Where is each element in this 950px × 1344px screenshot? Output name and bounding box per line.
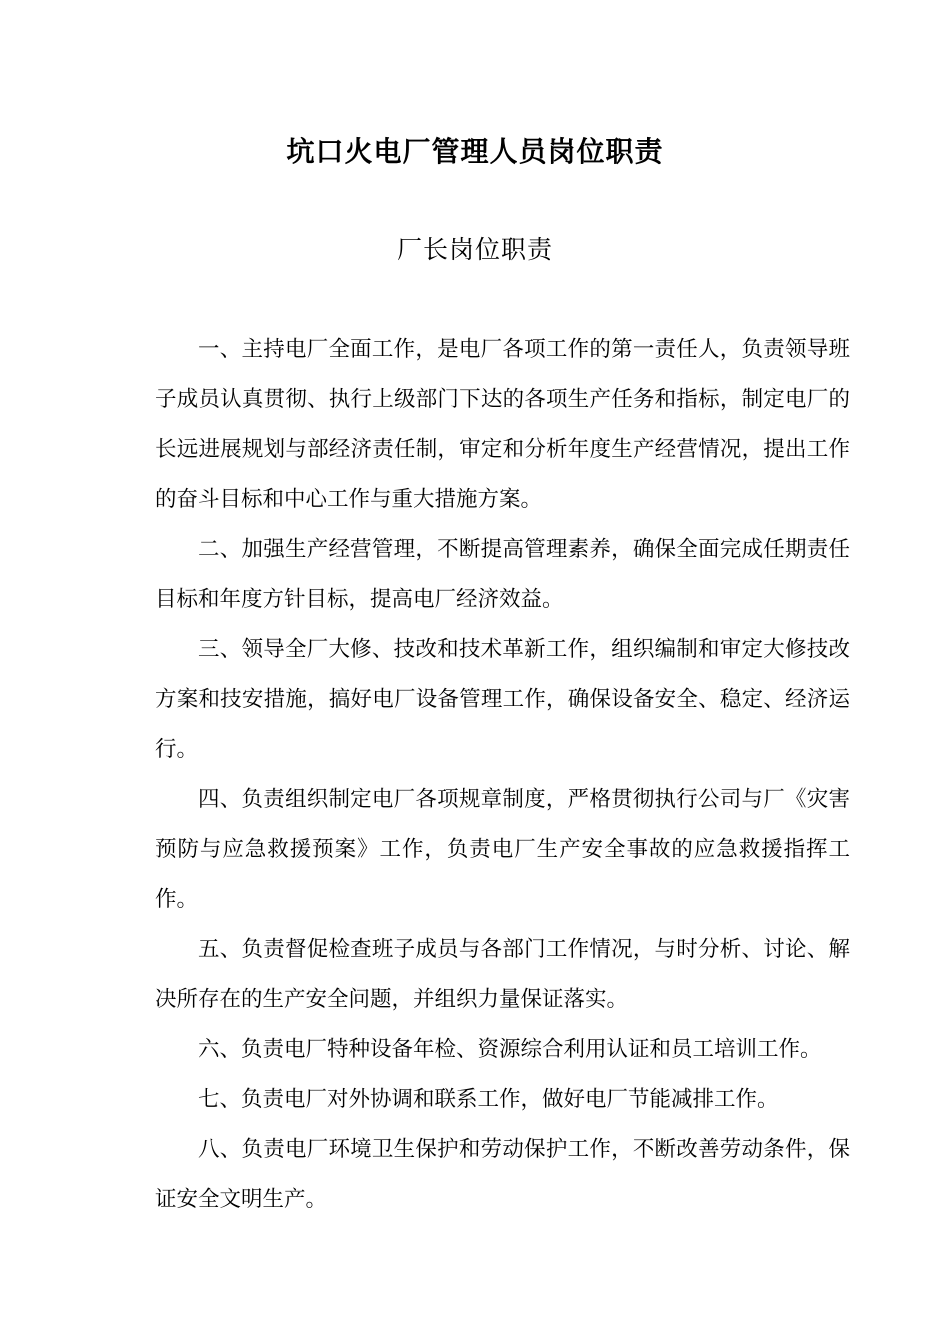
document-title: 坑口火电厂管理人员岗位职责 (286, 135, 664, 168)
paragraph-7: 七、负责电厂对外协调和联系工作，做好电厂节能减排工作。 (198, 1087, 779, 1112)
document-body (155, 325, 850, 1225)
paragraph-3: 三、领导全厂大修、技改和技术革新工作，组织编制和审定大修技改方案和技安措施，搞好电厂设备管理工作，确保设备安全、稳定、经济运行。 (155, 637, 850, 762)
paragraph-8: 八、负责电厂环境卫生保护和劳动保护工作，不断改善劳动条件，保证安全文明生产。 (155, 1137, 850, 1212)
paragraph-5: 五、负责督促检查班子成员与各部门工作情况，与时分析、讨论、解决所存在的生产安全问题，并组织力量保证落实。 (155, 937, 850, 1012)
paragraph-2: 二、加强生产经营管理，不断提高管理素养，确保全面完成任期责任目标和年度方针目标，提高电厂经济效益。 (155, 537, 850, 612)
paragraph-6: 六、负责电厂特种设备年检、资源综合利用认证和员工培训工作。 (198, 1037, 822, 1062)
paragraph-4: 四、负责组织制定电厂各项规章制度，严格贯彻执行公司与厂《灾害预防与应急救援预案》工作，负责电厂生产安全事故的应急救援指挥工作。 (155, 787, 850, 912)
section-title: 厂长岗位职责 (396, 235, 553, 264)
paragraph-1: 一、主持电厂全面工作，是电厂各项工作的第一责任人，负责领导班子成员认真贯彻、执行上级部门下达的各项生产任务和指标，制定电厂的长远进展规划与部经济责任制，审定和分析年度生产经营情况，提出工作的奋斗目标和中心工作与重大措施方案。 (155, 337, 850, 512)
